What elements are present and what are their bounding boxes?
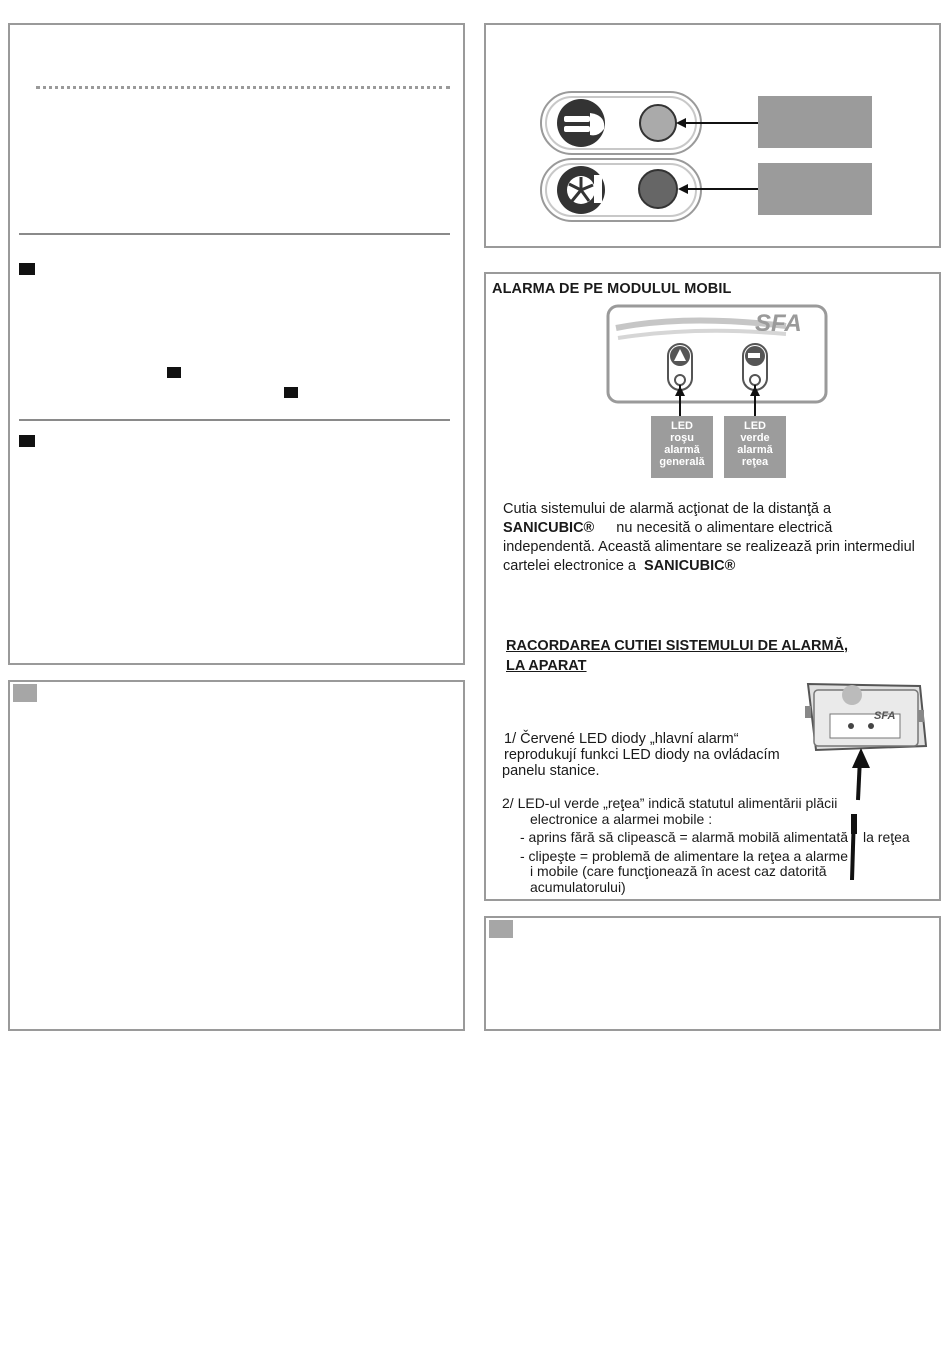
led-red-label-line: alarmă	[664, 444, 700, 456]
indicator-panel	[484, 23, 941, 248]
led-red-label-line: roşu	[670, 432, 694, 444]
indicator-diagram	[486, 25, 943, 250]
description-text: cartelei electronice a	[503, 558, 636, 574]
dotted-divider	[36, 86, 450, 89]
led-green-label-line: LED	[744, 420, 766, 432]
item1-line: reprodukují funkci LED diody na ovládacím	[504, 747, 780, 763]
device-logo: SFA	[874, 710, 896, 722]
item1-line: 1/ Červené LED diody „hlavní alarm“	[504, 731, 739, 747]
section-title: ALARMA DE PE MODULUL MOBIL	[492, 281, 732, 297]
divider	[19, 233, 450, 235]
right-bottom-panel	[484, 916, 941, 1031]
led-green-label-line: alarmă	[737, 444, 773, 456]
section-marker	[19, 435, 35, 447]
item2-line: electronice a alarmei mobile :	[530, 811, 713, 827]
description-line: independentă. Această alimentare se realizează prin intermediul	[503, 539, 915, 555]
section-marker	[13, 684, 37, 702]
bullet-line: - clipeşte = problemă de alimentare la reţea a alarme	[520, 848, 849, 864]
description-line: Cutia sistemului de alarmă acţionat de la distanţă a	[503, 501, 832, 517]
bullet-line: i mobile (care funcţionează în acest caz datorită	[530, 863, 827, 879]
connection-heading: RACORDAREA CUTIEI SISTEMULUI DE ALARMĂ,	[506, 638, 849, 654]
led-light-indicator	[640, 105, 676, 141]
section-marker	[489, 920, 513, 938]
bullet-line: acumulatorului)	[530, 879, 626, 895]
item1-line: panelu stanice.	[502, 763, 600, 779]
left-top-panel	[8, 23, 465, 665]
divider	[19, 419, 450, 421]
brand-name: SANICUBIC®	[644, 558, 736, 574]
bullet-line: la reţea	[863, 829, 910, 845]
label-box-top	[758, 96, 872, 148]
led-green-label-line: verde	[740, 432, 770, 444]
left-bottom-panel	[8, 680, 465, 1031]
sfa-logo: SFA	[755, 310, 802, 337]
inline-marker	[284, 387, 298, 398]
led-green-label-line: reţea	[741, 456, 769, 468]
description-text: nu necesită o alimentare electrică	[616, 520, 833, 536]
bullet-line: - aprins fără să clipească = alarmă mobilă alimentată	[520, 829, 848, 845]
led-red-label-line: LED	[671, 420, 693, 432]
led-red-label-line: generală	[659, 456, 705, 468]
connection-heading: LA APARAT	[506, 658, 587, 674]
item2-line: 2/ LED-ul verde „reţea” indică statutul alimentării plăcii	[502, 795, 838, 811]
mobile-alarm-panel	[484, 272, 941, 901]
inline-marker	[167, 367, 181, 378]
led-dark-indicator	[639, 170, 677, 208]
label-box-bottom	[758, 163, 872, 215]
section-marker	[19, 263, 35, 275]
brand-name: SANICUBIC®	[503, 520, 595, 536]
